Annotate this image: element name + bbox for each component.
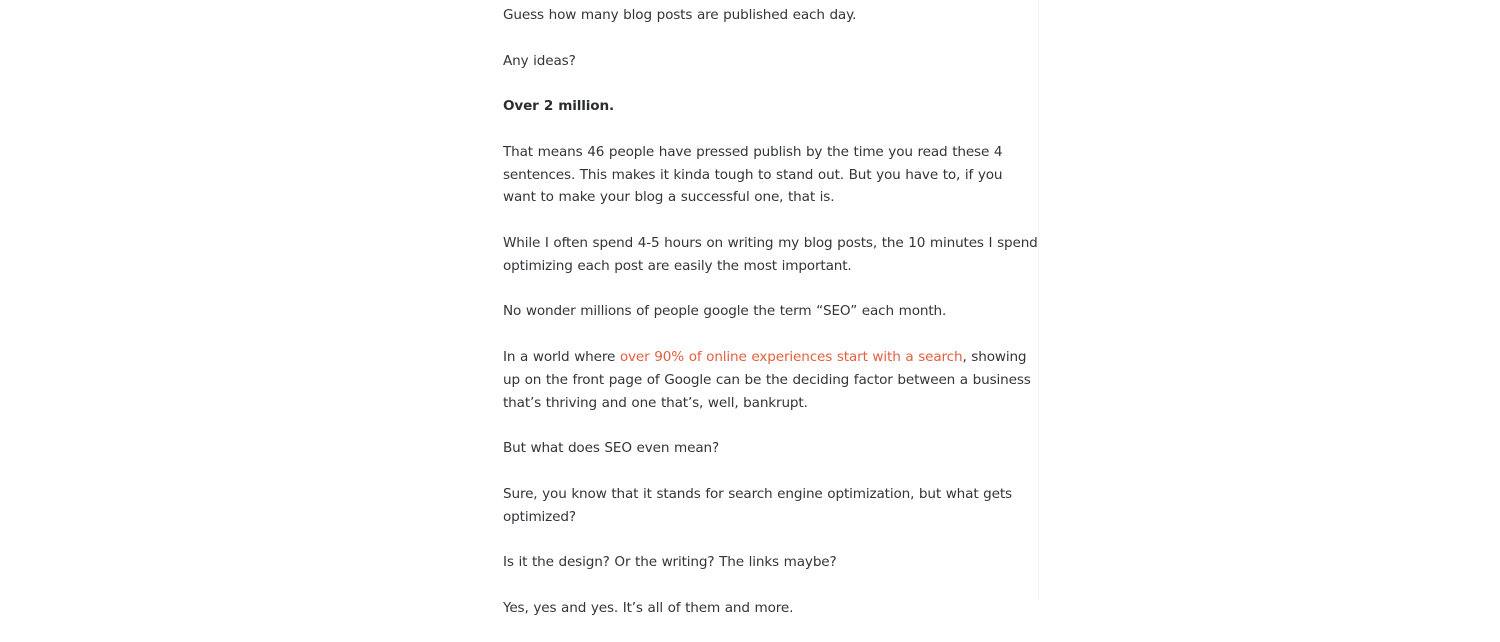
search-stat-link[interactable]: over 90% of online experiences start with a search xyxy=(619,348,963,365)
paragraph-seo-searches: No wonder millions of people google the term “SEO” each month. xyxy=(503,303,947,320)
paragraph-search-stat xyxy=(503,346,1038,414)
article-body xyxy=(503,4,1038,642)
paragraph-hours-writing: While I often spend 4-5 hours on writing my blog posts, the 10 minutes I spend optimizing each post are easily the most important. xyxy=(503,234,1038,274)
paragraph-design-writing-links: Is it the design? Or the writing? The links maybe? xyxy=(503,554,837,571)
paragraph-answer xyxy=(503,95,1038,118)
search-stat-after: , showing up on the front page of Google can be the deciding factor between a business that’s thriving and one that’s, well, bankrupt. xyxy=(503,348,1031,411)
paragraph-46-people: That means 46 people have pressed publish by the time you read these 4 sentences. This makes it kinda tough to stand out. But you have to, if you want to make your blog a successful one, that is. xyxy=(503,143,1003,206)
paragraph-intro-question: Guess how many blog posts are published each day. xyxy=(503,7,857,23)
search-stat-before: In a world where xyxy=(503,348,620,365)
paragraph-any-ideas: Any ideas? xyxy=(503,52,576,69)
paragraph-what-optimized: Sure, you know that it stands for search engine optimization, but what gets optimized? xyxy=(503,485,1012,525)
paragraph-all-of-them: Yes, yes and yes. It’s all of them and more. xyxy=(503,599,794,616)
answer-bold-text: Over 2 million. xyxy=(503,98,614,115)
content-divider xyxy=(1038,0,1039,600)
paragraph-seo-meaning: But what does SEO even mean? xyxy=(503,440,720,457)
